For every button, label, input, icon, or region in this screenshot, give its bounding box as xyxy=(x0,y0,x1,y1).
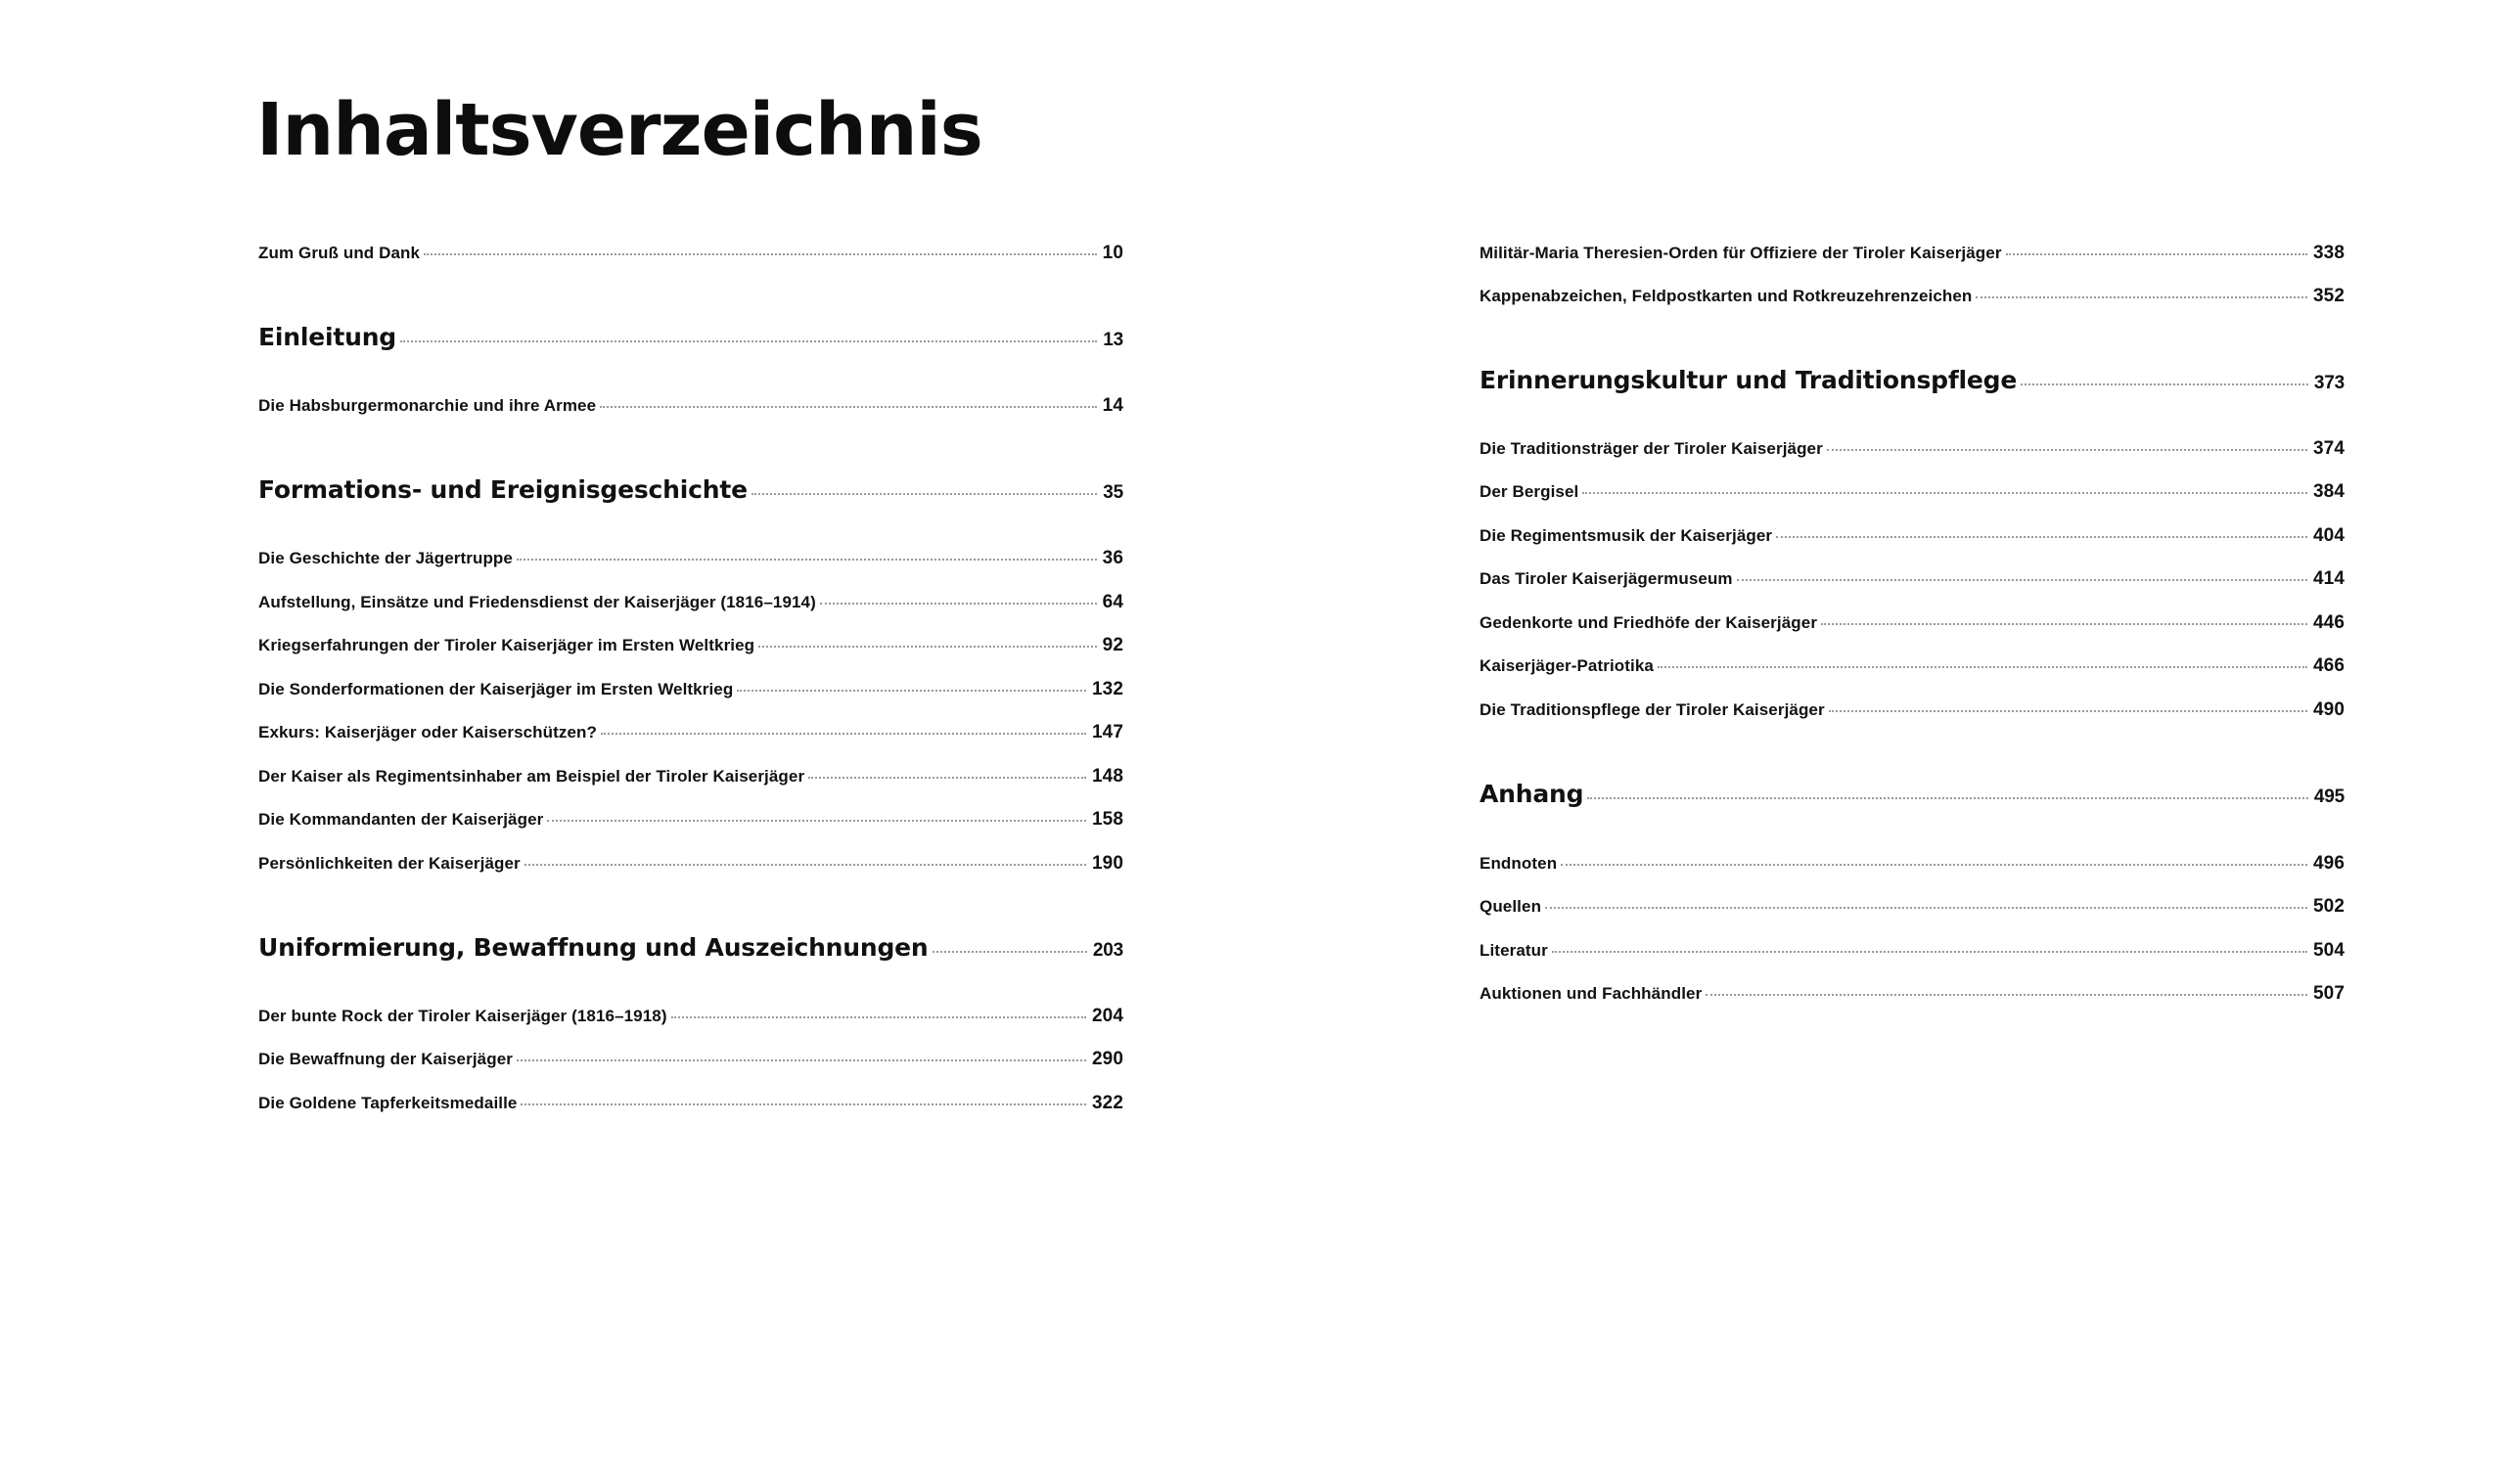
toc-entry-label: Der Bergisel xyxy=(1480,482,1579,501)
dot-leader xyxy=(517,1059,1086,1061)
toc-entry-label: Anhang xyxy=(1480,780,1584,808)
dot-leader xyxy=(808,777,1086,779)
toc-page-number: 373 xyxy=(2313,373,2345,393)
toc-entry-label: Endnoten xyxy=(1480,854,1558,873)
toc-entry xyxy=(258,853,1123,875)
toc-entry-label: Quellen xyxy=(1480,897,1542,916)
toc-entry xyxy=(1480,940,2345,962)
toc-page-number: 466 xyxy=(2312,655,2345,676)
toc-page-number: 203 xyxy=(1092,940,1123,961)
dot-leader xyxy=(820,603,1097,605)
toc-page-number: 148 xyxy=(1091,766,1123,787)
toc-entry xyxy=(258,395,1123,417)
dot-leader xyxy=(1776,536,2307,538)
toc-entry xyxy=(258,548,1123,569)
dot-leader xyxy=(517,559,1097,561)
toc-entry-label: Die Traditionsträger der Tiroler Kaiserjäger xyxy=(1480,439,1823,458)
toc-entry-label: Erinnerungskultur und Traditionspflege xyxy=(1480,366,2018,394)
toc-entry-label: Auktionen und Fachhändler xyxy=(1480,984,1703,1003)
toc-entry-label: Die Kommandanten der Kaiserjäger xyxy=(258,810,544,829)
toc-page-number: 147 xyxy=(1091,722,1123,742)
dot-leader xyxy=(758,646,1097,648)
toc-entry xyxy=(1480,243,2345,264)
toc-entry xyxy=(258,1006,1123,1027)
toc-entry xyxy=(258,592,1123,613)
toc-page-number: 374 xyxy=(2312,438,2345,459)
dot-leader xyxy=(2021,383,2308,385)
toc-entry-label: Zum Gruß und Dank xyxy=(258,244,421,262)
toc-entry-label: Das Tiroler Kaiserjägermuseum xyxy=(1480,569,1733,588)
dot-leader xyxy=(2006,253,2307,255)
dot-leader xyxy=(400,340,1097,342)
dot-leader xyxy=(1552,951,2307,953)
toc-page-number: 64 xyxy=(1102,592,1123,612)
toc-page-number: 352 xyxy=(2312,286,2345,306)
toc-page-number: 414 xyxy=(2312,568,2345,589)
toc-entry xyxy=(258,635,1123,656)
toc-entry xyxy=(258,766,1123,787)
toc-page-number: 92 xyxy=(1102,635,1123,655)
toc-page-number: 36 xyxy=(1102,548,1123,568)
toc-entry-label: Die Regimentsmusik der Kaiserjäger xyxy=(1480,526,1773,545)
page-title: Inhaltsverzeichnis xyxy=(256,88,982,172)
toc-page-number: 496 xyxy=(2312,853,2345,874)
toc-section-heading xyxy=(258,323,1123,351)
toc-page-number: 290 xyxy=(1091,1049,1123,1069)
toc-page-number: 507 xyxy=(2312,983,2345,1004)
toc-section-heading xyxy=(1480,366,2345,394)
dot-leader xyxy=(524,864,1086,866)
toc-entry xyxy=(258,679,1123,700)
toc-page-number: 446 xyxy=(2312,612,2345,633)
toc-page-number: 504 xyxy=(2312,940,2345,961)
toc-page-number: 158 xyxy=(1091,809,1123,830)
toc-entry-label: Formations- und Ereignisgeschichte xyxy=(258,475,748,504)
toc-entry-label: Die Bewaffnung der Kaiserjäger xyxy=(258,1050,513,1068)
toc-entry-label: Literatur xyxy=(1480,941,1548,960)
toc-entry-label: Einleitung xyxy=(258,323,396,351)
toc-entry xyxy=(1480,983,2345,1005)
dot-leader xyxy=(1821,623,2307,625)
toc-page-number: 490 xyxy=(2312,699,2345,720)
toc-entry xyxy=(1480,699,2345,721)
toc-page-number: 404 xyxy=(2312,525,2345,546)
toc-entry-label: Die Habsburgermonarchie und ihre Armee xyxy=(258,396,597,415)
toc-entry xyxy=(1480,612,2345,634)
dot-leader xyxy=(1706,994,2307,996)
toc-page-number: 132 xyxy=(1091,679,1123,699)
toc-page-number: 338 xyxy=(2312,243,2345,263)
dot-leader xyxy=(752,493,1097,495)
dot-leader xyxy=(1582,492,2307,494)
toc-page-number: 14 xyxy=(1102,395,1123,416)
toc-entry-label: Gedenkorte und Friedhöfe der Kaiserjäger xyxy=(1480,613,1818,632)
toc-entry-label: Die Traditionspflege der Tiroler Kaiserjäger xyxy=(1480,700,1825,719)
toc-entry xyxy=(1480,525,2345,547)
toc-entry-label: Der Kaiser als Regimentsinhaber am Beispiel der Tiroler Kaiserjäger xyxy=(258,767,805,786)
dot-leader xyxy=(547,820,1086,822)
toc-page-number: 502 xyxy=(2312,896,2345,917)
toc-entry-label: Kaiserjäger-Patriotika xyxy=(1480,656,1654,675)
toc-entry xyxy=(1480,655,2345,677)
toc-page-number: 495 xyxy=(2313,787,2345,807)
dot-leader xyxy=(1561,864,2307,866)
toc-section-heading xyxy=(258,475,1123,504)
dot-leader xyxy=(1658,666,2307,668)
toc-entry xyxy=(1480,481,2345,503)
toc-entry-label: Persönlichkeiten der Kaiserjäger xyxy=(258,854,521,873)
toc-entry xyxy=(1480,853,2345,875)
toc-entry-label: Militär-Maria Theresien-Orden für Offiziere der Tiroler Kaiserjäger xyxy=(1480,244,2002,262)
dot-leader xyxy=(521,1103,1086,1105)
dot-leader xyxy=(737,690,1086,692)
dot-leader xyxy=(1976,296,2307,298)
toc-page-number: 384 xyxy=(2312,481,2345,502)
toc-entry xyxy=(258,809,1123,831)
toc-entry-label: Uniformierung, Bewaffnung und Auszeichnungen xyxy=(258,933,929,962)
toc-entry xyxy=(258,243,1123,264)
dot-leader xyxy=(1737,579,2307,581)
toc-entry xyxy=(258,1093,1123,1114)
dot-leader xyxy=(1587,797,2308,799)
toc-page-number: 190 xyxy=(1091,853,1123,874)
dot-leader xyxy=(671,1016,1086,1018)
toc-section-heading xyxy=(258,933,1123,962)
toc-page-number: 322 xyxy=(1091,1093,1123,1113)
toc-entry xyxy=(1480,896,2345,918)
toc-section-heading xyxy=(1480,780,2345,808)
dot-leader xyxy=(933,951,1087,953)
dot-leader xyxy=(601,733,1086,735)
toc-page-number: 13 xyxy=(1103,330,1123,350)
toc-page-number: 204 xyxy=(1091,1006,1123,1026)
toc-entry-label: Kriegserfahrungen der Tiroler Kaiserjäger im Ersten Weltkrieg xyxy=(258,636,755,654)
toc-entry-label: Kappenabzeichen, Feldpostkarten und Rotkreuzehrenzeichen xyxy=(1480,287,1973,305)
toc-entry xyxy=(1480,286,2345,307)
dot-leader xyxy=(1829,710,2307,712)
toc-entry-label: Aufstellung, Einsätze und Friedensdienst der Kaiserjäger (1816–1914) xyxy=(258,593,816,611)
toc-page-number: 35 xyxy=(1103,482,1123,503)
dot-leader xyxy=(600,406,1097,408)
dot-leader xyxy=(1545,907,2307,909)
toc-entry-label: Die Sonderformationen der Kaiserjäger im Ersten Weltkrieg xyxy=(258,680,734,698)
toc-entry-label: Die Geschichte der Jägertruppe xyxy=(258,549,513,567)
dot-leader xyxy=(1827,449,2307,451)
toc-entry-label: Die Goldene Tapferkeitsmedaille xyxy=(258,1094,518,1112)
toc-entry xyxy=(258,1049,1123,1070)
toc-entry xyxy=(1480,568,2345,590)
toc-entry-label: Der bunte Rock der Tiroler Kaiserjäger (1816–1918) xyxy=(258,1007,667,1025)
toc-entry xyxy=(1480,438,2345,460)
toc-entry xyxy=(258,722,1123,743)
toc-entry-label: Exkurs: Kaiserjäger oder Kaiserschützen? xyxy=(258,723,598,742)
toc-page-number: 10 xyxy=(1102,243,1123,263)
dot-leader xyxy=(424,253,1097,255)
